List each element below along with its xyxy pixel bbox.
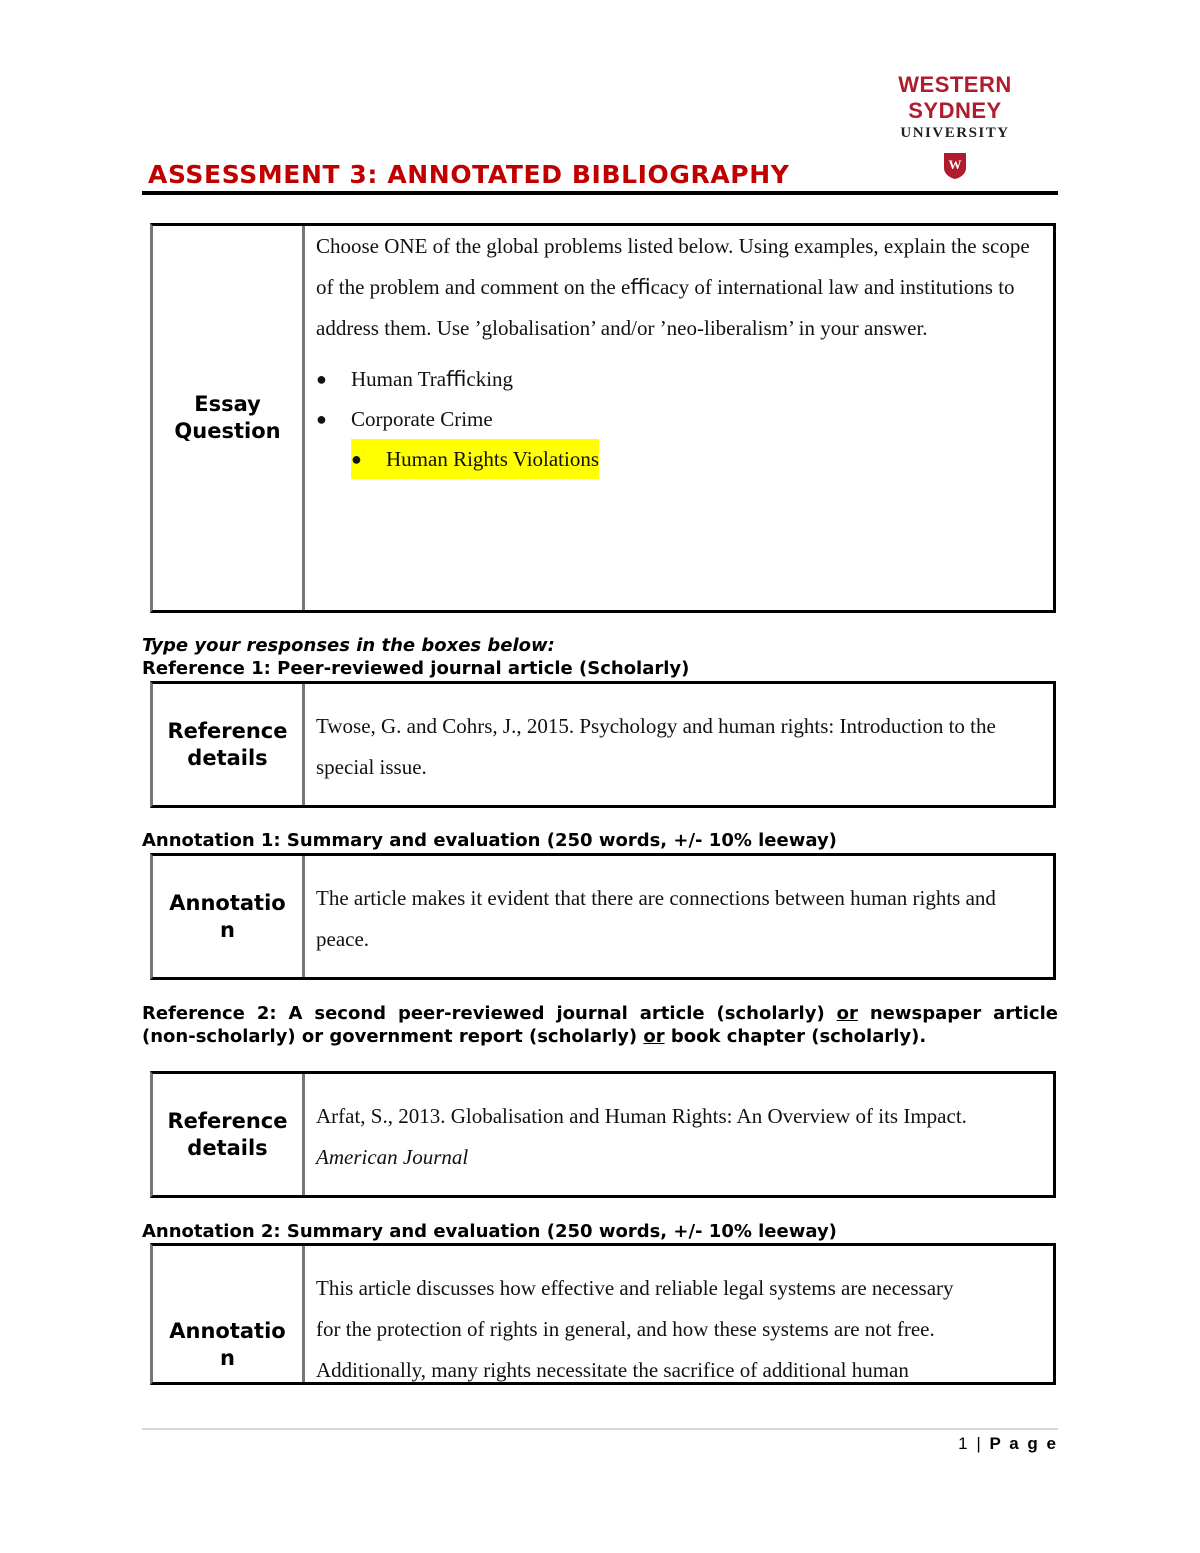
annotation2-text[interactable]: This article discusses how effective and reliable legal systems are necessary for the protection of rights in general, and how these systems are not free. Additionally, many rights necessitate the sacrifice of additional human bbox=[316, 1276, 954, 1382]
essay-label: Essay Question bbox=[153, 226, 305, 610]
footer-divider bbox=[142, 1428, 1058, 1430]
university-logo bbox=[852, 72, 1058, 180]
annotation2-heading: Annotation 2: Summary and evaluation (250 words, +/- 10% leeway) bbox=[142, 1221, 837, 1242]
logo-line2: UNIVERSITY bbox=[900, 125, 1010, 141]
list-item: ● Corporate Crime bbox=[316, 399, 1043, 439]
list-item-highlighted: ● Human Rights Violations bbox=[316, 439, 1043, 479]
essay-question-box bbox=[150, 223, 1056, 613]
list-item: ● Human Traﬃcking bbox=[316, 359, 1043, 399]
annotation2-box[interactable] bbox=[150, 1243, 1056, 1385]
annotation2-label: Annotatio n bbox=[153, 1246, 305, 1382]
reference2-text[interactable]: Arfat, S., 2013. Globalisation and Human Rights: An Overview of its Impact. American Journal bbox=[316, 1104, 967, 1169]
logo-line1: WESTERN SYDNEY bbox=[898, 72, 1012, 123]
annotation1-heading: Annotation 1: Summary and evaluation (250 words, +/- 10% leeway) bbox=[142, 830, 837, 851]
instruction-text: Type your responses in the boxes below: bbox=[142, 635, 555, 656]
annotation1-box[interactable] bbox=[150, 853, 1056, 980]
annotation1-text[interactable]: The article makes it evident that there are connections between human rights and peace. bbox=[316, 886, 996, 951]
page-number: 1 | P a g e bbox=[958, 1434, 1058, 1453]
svg-text:W: W bbox=[948, 157, 962, 172]
bullet-icon: ● bbox=[351, 449, 362, 469]
reference1-heading: Reference 1: Peer-reviewed journal article (Scholarly) bbox=[142, 658, 690, 679]
bullet-icon: ● bbox=[316, 409, 327, 429]
topic-list bbox=[316, 359, 1043, 479]
reference2-label: Reference details bbox=[153, 1074, 305, 1195]
reference2-box[interactable] bbox=[150, 1071, 1056, 1198]
reference1-label: Reference details bbox=[153, 684, 305, 805]
reference1-box[interactable] bbox=[150, 681, 1056, 808]
reference1-text[interactable]: Twose, G. and Cohrs, J., 2015. Psychology and human rights: Introduction to the special issue. bbox=[316, 714, 996, 779]
essay-question-text: Choose ONE of the global problems listed below. Using examples, explain the scope of the problem and comment on the eﬃcacy of international law and institutions to address them. Use ’globalisation’ and/or ’neo-liberalism’ in your answer. bbox=[316, 234, 1030, 340]
page-title: ASSESSMENT 3: ANNOTATED BIBLIOGRAPHY bbox=[148, 160, 790, 189]
bullet-icon: ● bbox=[316, 369, 327, 389]
annotation1-label: Annotatio n bbox=[153, 856, 305, 977]
shield-icon bbox=[943, 152, 967, 180]
title-divider bbox=[142, 191, 1058, 195]
reference2-heading: Reference 2: A second peer-reviewed journal article (scholarly) or newspaper article (non-scholarly) or government report (scholarly) or book chapter (scholarly). bbox=[142, 1003, 1058, 1047]
